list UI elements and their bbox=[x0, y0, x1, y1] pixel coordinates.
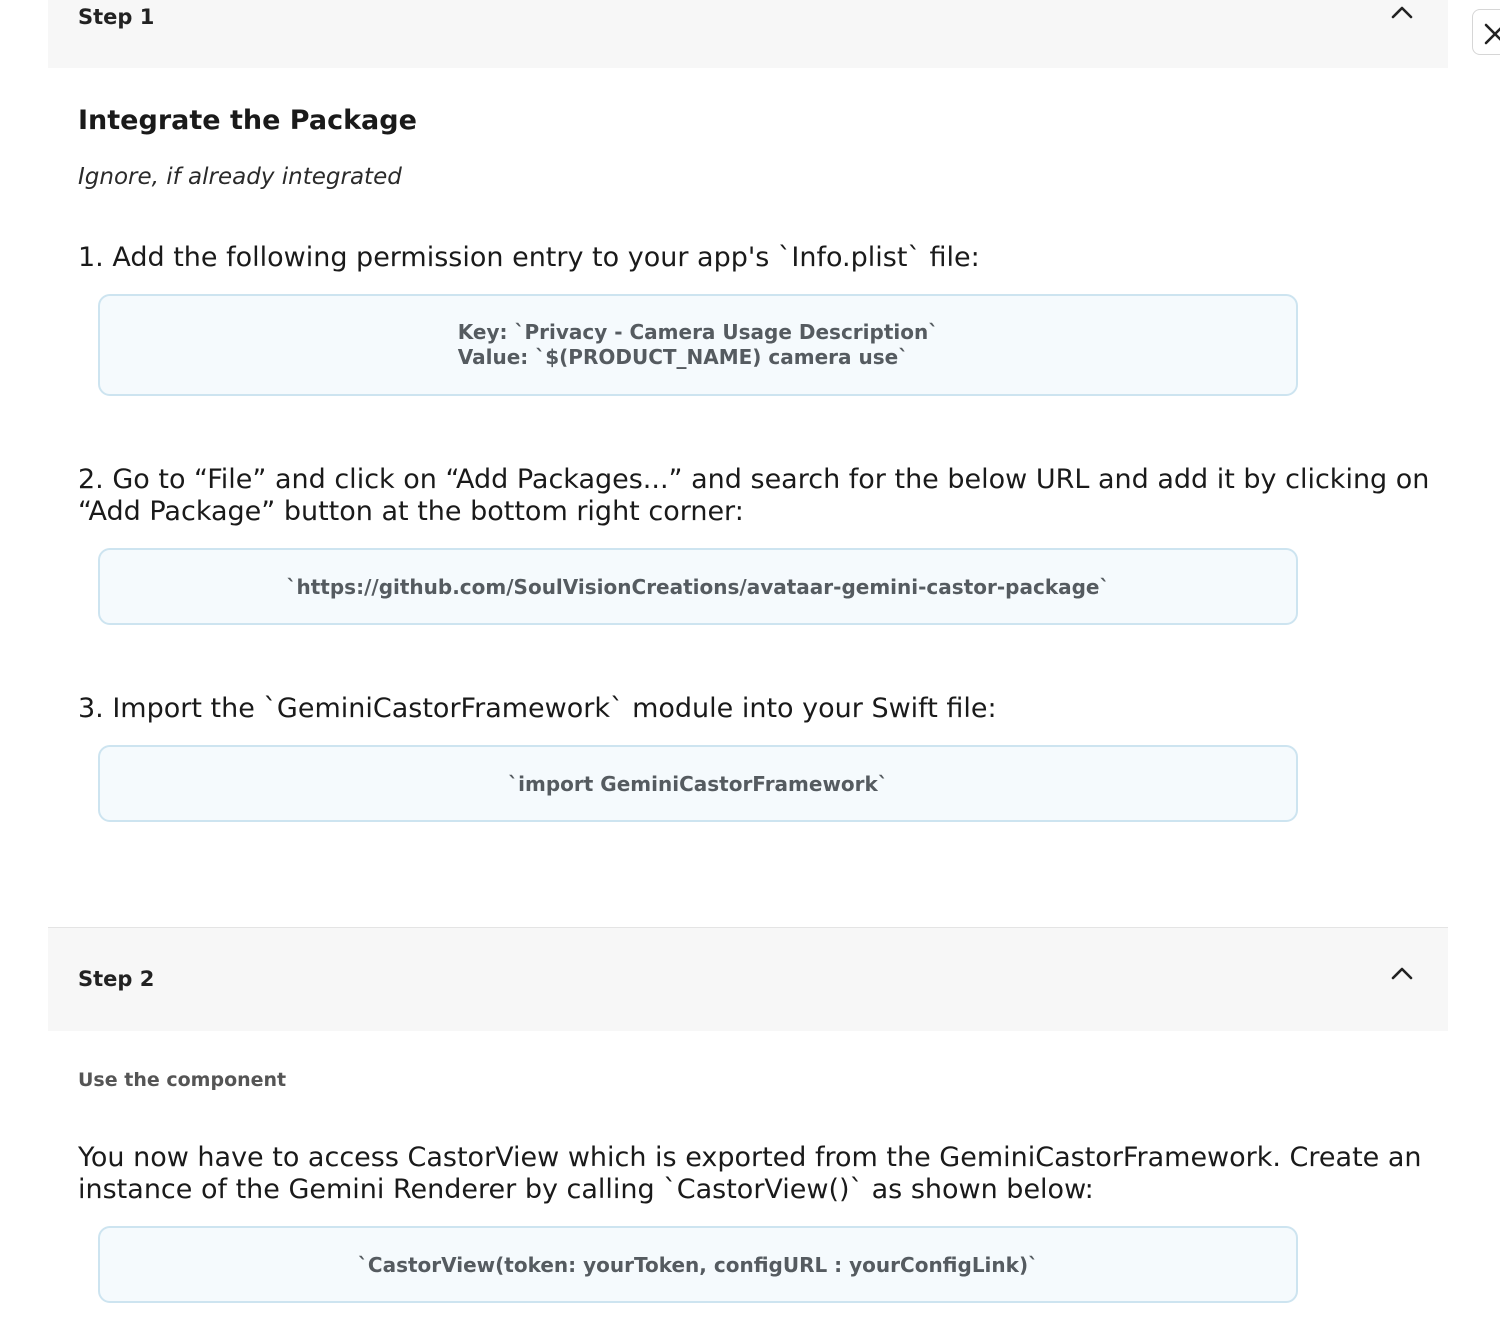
section-subtitle: Ignore, if already integrated bbox=[78, 164, 402, 190]
import-statement: `import GeminiCastorFramework` bbox=[508, 771, 888, 796]
step1-title: Step 1 bbox=[78, 5, 155, 29]
package-url-code-block[interactable] bbox=[98, 548, 1298, 625]
step2-header[interactable] bbox=[48, 927, 1448, 1031]
instruction-3: 3. Import the `GeminiCastorFramework` module into your Swift file: bbox=[78, 693, 997, 724]
close-button[interactable] bbox=[1472, 9, 1500, 55]
plist-code-block[interactable] bbox=[98, 294, 1298, 396]
castor-view-code-block[interactable] bbox=[98, 1226, 1298, 1303]
plist-value-line: Value: `$(PRODUCT_NAME) camera use` bbox=[457, 345, 909, 369]
instruction-2: 2. Go to “File” and click on “Add Packages...” and search for the below URL and add it by clicking on “Add Package” button at the bottom right corner: bbox=[78, 464, 1430, 527]
import-code-block[interactable] bbox=[98, 745, 1298, 822]
chevron-up-icon[interactable] bbox=[1390, 965, 1414, 985]
instruction-1: 1. Add the following permission entry to your app's `Info.plist` file: bbox=[78, 242, 980, 273]
section-title: Integrate the Package bbox=[78, 105, 417, 136]
use-component-label: Use the component bbox=[78, 1069, 287, 1091]
instruction-castor-view: You now have to access CastorView which is exported from the GeminiCastorFramework. Create an instance of the Gemini Renderer by calling `CastorView()` as shown below: bbox=[78, 1142, 1422, 1205]
step2-title: Step 2 bbox=[78, 967, 155, 991]
plist-key-line: Key: `Privacy - Camera Usage Description` bbox=[457, 320, 939, 344]
chevron-up-icon[interactable] bbox=[1390, 4, 1414, 24]
step1-header[interactable] bbox=[48, 0, 1448, 68]
castor-view-snippet: `CastorView(token: yourToken, configURL : yourConfigLink)` bbox=[357, 1252, 1039, 1277]
close-icon bbox=[1483, 22, 1500, 46]
package-url: `https://github.com/SoulVisionCreations/avataar-gemini-castor-package` bbox=[286, 574, 1110, 599]
